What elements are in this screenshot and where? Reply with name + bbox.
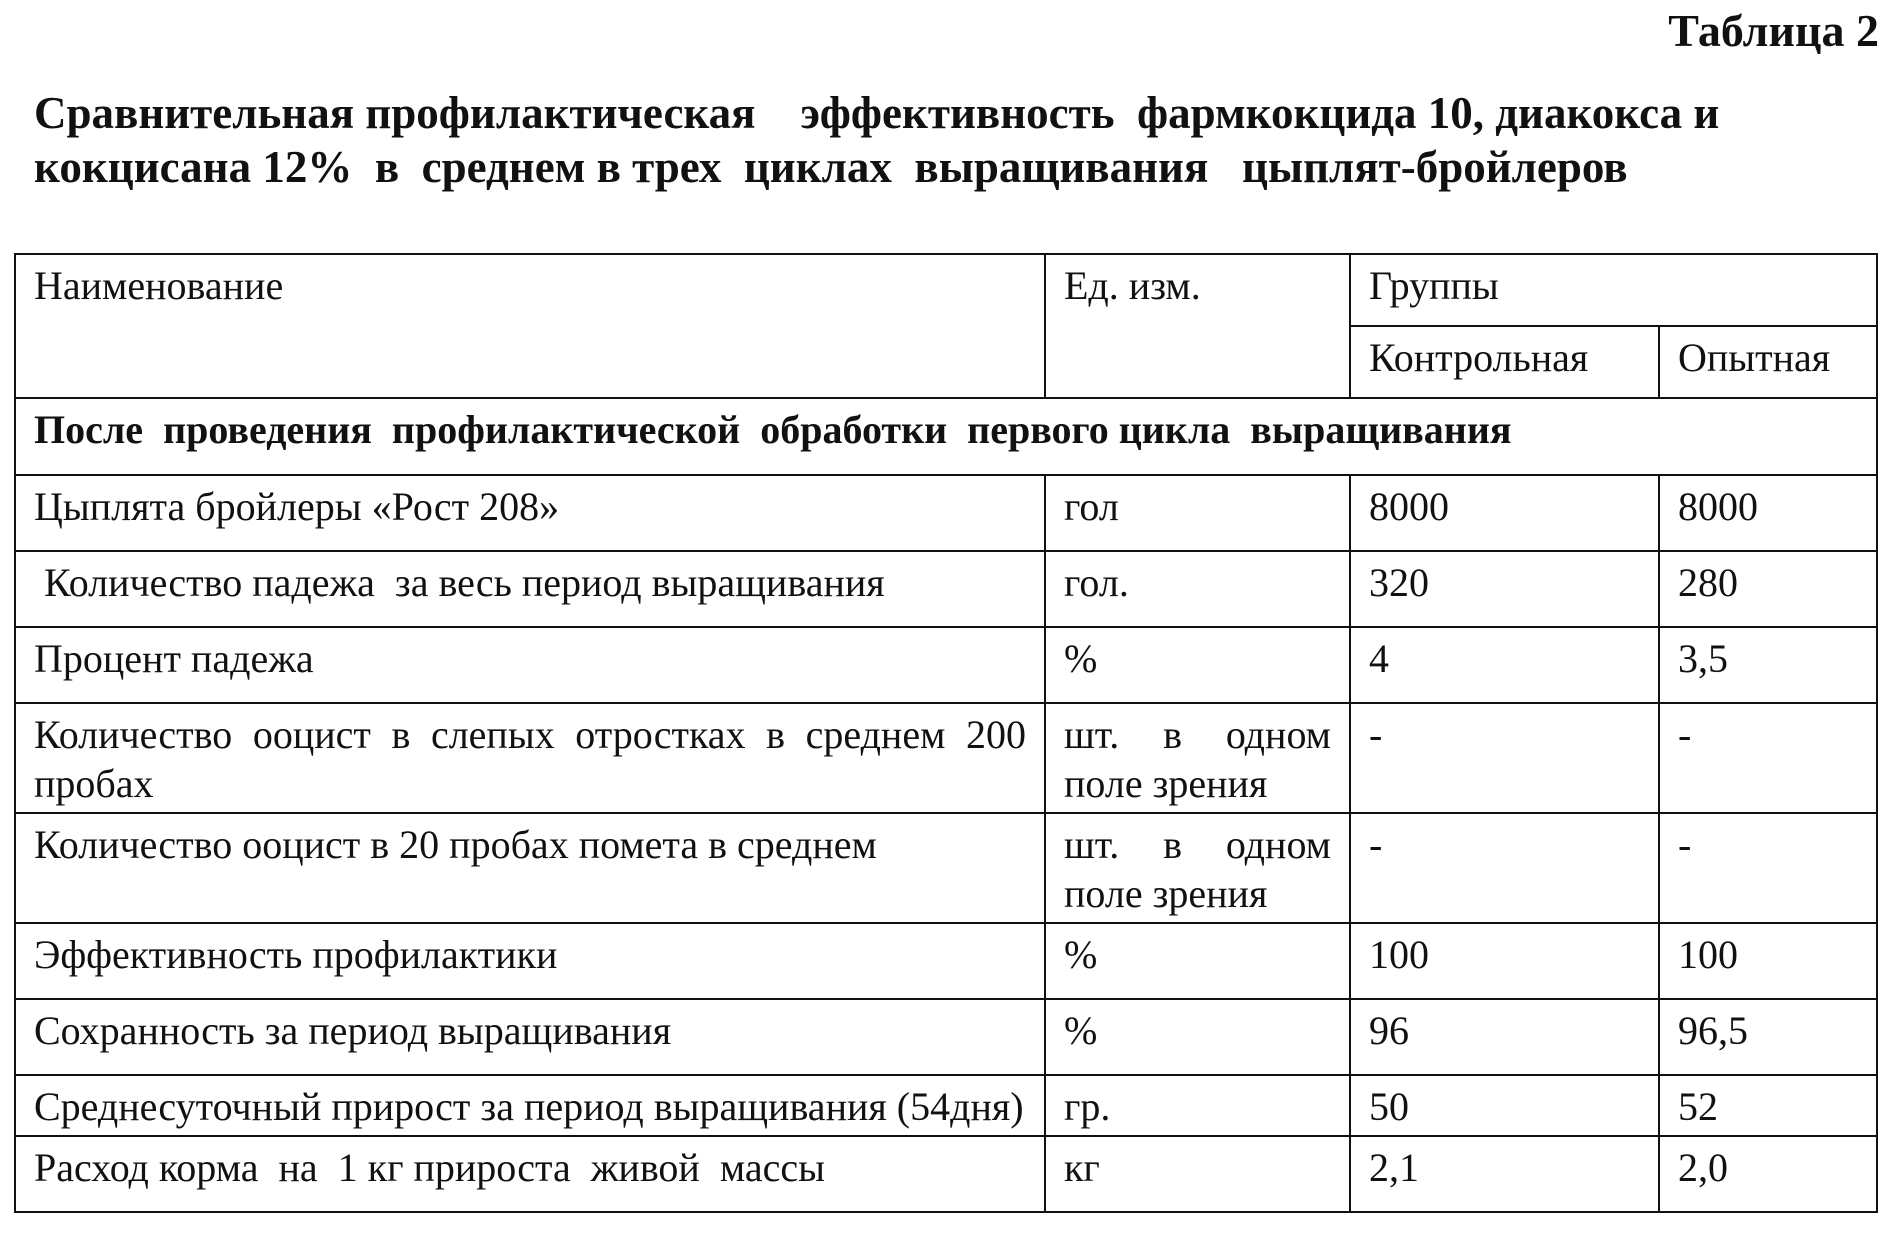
- row-unit: шт. в одном поле зрения: [1045, 703, 1350, 813]
- row-control-value: 8000: [1350, 475, 1659, 551]
- table-number-label: Таблица 2: [1668, 5, 1879, 56]
- row-name: Количество ооцист в слепых отростках в среднем 200 пробах: [15, 703, 1045, 813]
- caption-line-1: Сравнительная профилактическая эффективность фармкокцида 10, диакокса и: [34, 88, 1720, 138]
- row-experimental-value: -: [1659, 813, 1877, 923]
- row-unit: гол.: [1045, 551, 1350, 627]
- header-experimental-label: Опытная: [1678, 335, 1831, 380]
- row-unit: кг: [1045, 1136, 1350, 1212]
- table-caption: [34, 86, 1874, 194]
- table-row: [15, 999, 1877, 1075]
- row-experimental-value: 52: [1659, 1075, 1877, 1136]
- row-control-value: 4: [1350, 627, 1659, 703]
- header-unit-cell: [1045, 254, 1350, 398]
- row-unit: %: [1045, 999, 1350, 1075]
- row-name: Сохранность за период выращивания: [15, 999, 1045, 1075]
- row-name: Цыплята бройлеры «Рост 208»: [15, 475, 1045, 551]
- row-name: Количество падежа за весь период выращивания: [15, 551, 1045, 627]
- row-experimental-value: 3,5: [1659, 627, 1877, 703]
- row-unit: %: [1045, 923, 1350, 999]
- row-name: Процент падежа: [15, 627, 1045, 703]
- row-unit: %: [1045, 627, 1350, 703]
- table-row: [15, 923, 1877, 999]
- section-title: После проведения профилактической обработки первого цикла выращивания: [15, 398, 1877, 475]
- header-name-cell: [15, 254, 1045, 398]
- row-name: Эффективность профилактики: [15, 923, 1045, 999]
- row-unit: гр.: [1045, 1075, 1350, 1136]
- header-unit-label: Ед. изм.: [1064, 263, 1201, 308]
- row-control-value: 50: [1350, 1075, 1659, 1136]
- row-name: Количество ооцист в 20 пробах помета в среднем: [15, 813, 1045, 923]
- table-row: [15, 813, 1877, 923]
- row-control-value: 96: [1350, 999, 1659, 1075]
- table-row: [15, 551, 1877, 627]
- row-experimental-value: 2,0: [1659, 1136, 1877, 1212]
- header-control-cell: [1350, 326, 1659, 398]
- row-control-value: 2,1: [1350, 1136, 1659, 1212]
- row-experimental-value: 8000: [1659, 475, 1877, 551]
- header-row-top: [15, 254, 1877, 326]
- row-name: Расход корма на 1 кг прироста живой массы: [15, 1136, 1045, 1212]
- header-control-label: Контрольная: [1369, 335, 1589, 380]
- header-groups-label: Группы: [1369, 263, 1499, 308]
- row-control-value: 100: [1350, 923, 1659, 999]
- row-unit: шт. в одном поле зрения: [1045, 813, 1350, 923]
- header-groups-cell: [1350, 254, 1877, 326]
- row-control-value: -: [1350, 813, 1659, 923]
- row-control-value: -: [1350, 703, 1659, 813]
- table-row: [15, 627, 1877, 703]
- table-row: [15, 703, 1877, 813]
- section-row: [15, 398, 1877, 475]
- header-experimental-cell: [1659, 326, 1877, 398]
- row-name: Среднесуточный прирост за период выращивания (54дня): [15, 1075, 1045, 1136]
- row-experimental-value: 100: [1659, 923, 1877, 999]
- row-control-value: 320: [1350, 551, 1659, 627]
- table-row: [15, 1075, 1877, 1136]
- row-experimental-value: 280: [1659, 551, 1877, 627]
- row-experimental-value: 96,5: [1659, 999, 1877, 1075]
- comparison-table: [14, 253, 1878, 1213]
- table-row: [15, 1136, 1877, 1212]
- caption-line-2: кокцисана 12% в среднем в трех циклах выращивания цыплят-бройлеров: [34, 142, 1628, 192]
- table-row: [15, 475, 1877, 551]
- row-experimental-value: -: [1659, 703, 1877, 813]
- row-unit: гол: [1045, 475, 1350, 551]
- header-name-label: Наименование: [34, 263, 284, 308]
